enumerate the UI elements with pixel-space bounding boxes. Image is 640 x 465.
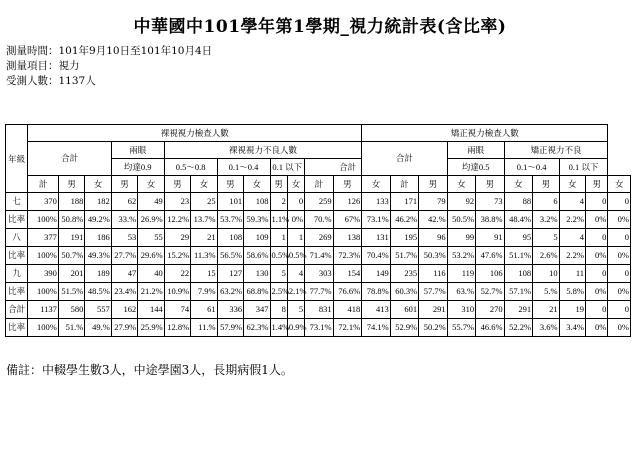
table-cell: 49.2% — [85, 211, 111, 229]
table-cell: 201 — [58, 265, 84, 283]
table-cell: 162 — [111, 301, 137, 319]
row-label: 九 — [6, 265, 28, 283]
table-cell: 50.5% — [447, 211, 475, 229]
table-cell: 0% — [287, 211, 304, 229]
table-cell: 0% — [586, 247, 608, 265]
table-cell: 100% — [28, 319, 59, 337]
table-cell: 48.4% — [504, 211, 532, 229]
corrected-vision-header: 矯正視力檢查人數 — [362, 125, 608, 142]
table-cell: 370 — [28, 193, 59, 211]
row-label: 比率 — [6, 319, 28, 337]
table-cell: 8 — [270, 301, 287, 319]
table-cell: 347 — [244, 301, 270, 319]
table-cell: 5.8% — [559, 283, 585, 301]
table-cell: 418 — [333, 301, 362, 319]
table-cell: 67% — [333, 211, 362, 229]
table-cell: 15.2% — [164, 247, 190, 265]
table-cell: 106 — [476, 265, 504, 283]
table-cell: 189 — [85, 265, 111, 283]
table-cell: 70.4% — [362, 247, 390, 265]
table-cell: 1 — [270, 229, 287, 247]
table-cell: 108 — [244, 193, 270, 211]
table-cell: 2.2% — [559, 247, 585, 265]
table-cell: 26.9% — [138, 211, 164, 229]
table-cell: 5 — [533, 229, 559, 247]
table-cell: 601 — [390, 301, 418, 319]
table-cell: 62 — [111, 193, 137, 211]
table-cell: 52.9% — [390, 319, 418, 337]
table-cell: 63.2% — [217, 283, 243, 301]
vision-stats-table — [5, 124, 631, 337]
table-cell: 57.1% — [504, 283, 532, 301]
count-label-cell: 女 — [559, 176, 585, 193]
table-cell: 96 — [419, 229, 447, 247]
table-cell: 53.2% — [447, 247, 475, 265]
corrected-ge05-header: 均達0.5 — [447, 159, 504, 176]
table-cell: 0 — [287, 193, 304, 211]
table-cell: 0 — [608, 229, 631, 247]
table-cell: 49.3% — [85, 247, 111, 265]
table-cell: 291 — [419, 301, 447, 319]
table-cell: 73.1% — [305, 319, 333, 337]
table-cell: 25 — [191, 193, 217, 211]
table-row — [6, 301, 631, 319]
count-label-cell: 女 — [362, 176, 390, 193]
table-cell: 3.6% — [533, 319, 559, 337]
table-cell: 33.% — [111, 211, 137, 229]
table-cell: 47 — [111, 265, 137, 283]
count-label-cell: 計 — [305, 176, 333, 193]
table-cell: 0 — [586, 193, 608, 211]
corrected-below01-header: 0.1 以下 — [559, 159, 608, 176]
table-cell: 92 — [447, 193, 475, 211]
table-cell: 73.1% — [362, 211, 390, 229]
table-cell: 60.3% — [390, 283, 418, 301]
table-cell: 56.5% — [217, 247, 243, 265]
table-cell: 47.6% — [476, 247, 504, 265]
table-cell: 12.2% — [164, 211, 190, 229]
count-label-cell: 女 — [504, 176, 532, 193]
table-cell: 0% — [608, 247, 631, 265]
table-cell: 2.6% — [533, 247, 559, 265]
table-cell: 21 — [533, 301, 559, 319]
table-cell: 71.4% — [305, 247, 333, 265]
table-cell: 186 — [85, 229, 111, 247]
table-cell: 61 — [191, 301, 217, 319]
table-cell: 10.9% — [164, 283, 190, 301]
count-label-cell: 計 — [28, 176, 59, 193]
table-cell: 62.3% — [244, 319, 270, 337]
table-cell: 6 — [533, 193, 559, 211]
table-cell: 130 — [244, 265, 270, 283]
naked-both-eyes-header: 兩眼 — [111, 142, 164, 159]
count-label-cell: 男 — [111, 176, 137, 193]
table-cell: 303 — [305, 265, 333, 283]
table-cell: 108 — [504, 265, 532, 283]
table-cell: 74.1% — [362, 319, 390, 337]
table-cell: 188 — [58, 193, 84, 211]
count-label-cell: 男 — [270, 176, 287, 193]
table-cell: 63.% — [447, 283, 475, 301]
table-cell: 46.6% — [476, 319, 504, 337]
table-cell: 259 — [305, 193, 333, 211]
table-cell: 70.% — [305, 211, 333, 229]
table-cell: 191 — [58, 229, 84, 247]
table-row — [6, 319, 631, 337]
table-cell: 235 — [390, 265, 418, 283]
table-row — [6, 283, 631, 301]
table-cell: 74 — [164, 301, 190, 319]
corrected-total-header: 合計 — [362, 142, 447, 176]
table-cell: 100% — [28, 211, 59, 229]
table-cell: 310 — [447, 301, 475, 319]
table-cell: 22 — [164, 265, 190, 283]
table-row — [6, 247, 631, 265]
table-cell: 3.4% — [559, 319, 585, 337]
table-cell: 0% — [586, 283, 608, 301]
table-cell: 50.8% — [58, 211, 84, 229]
table-cell: 51.1% — [504, 247, 532, 265]
table-cell: 29 — [164, 229, 190, 247]
table-cell: 49.% — [85, 319, 111, 337]
table-cell: 73 — [476, 193, 504, 211]
table-cell: 52.7% — [476, 283, 504, 301]
table-cell: 4 — [559, 193, 585, 211]
row-label: 七 — [6, 193, 28, 211]
table-cell: 52.2% — [504, 319, 532, 337]
table-cell: 40 — [138, 265, 164, 283]
table-cell: 0 — [608, 193, 631, 211]
count-label-cell: 男 — [333, 176, 362, 193]
table-cell: 131 — [362, 229, 390, 247]
table-cell: 76.6% — [333, 283, 362, 301]
table-cell: 1137 — [28, 301, 59, 319]
table-cell: 25.9% — [138, 319, 164, 337]
table-cell: 95 — [504, 229, 532, 247]
table-cell: 2 — [270, 193, 287, 211]
naked-01-04-header: 0.1～0.4 — [217, 159, 270, 176]
table-cell: 51.% — [58, 319, 84, 337]
table-cell: 100% — [28, 283, 59, 301]
table-cell: 0 — [608, 265, 631, 283]
count-label-cell: 男 — [58, 176, 84, 193]
table-cell: 29.6% — [138, 247, 164, 265]
table-cell: 11.% — [191, 319, 217, 337]
table-cell: 2.2% — [559, 211, 585, 229]
table-cell: 2.1% — [287, 283, 304, 301]
table-body — [6, 193, 631, 337]
table-cell: 55.7% — [447, 319, 475, 337]
naked-total-header: 合計 — [28, 142, 111, 176]
row-label: 合計 — [6, 301, 28, 319]
table-cell: 5.% — [533, 283, 559, 301]
table-cell: 0 — [586, 301, 608, 319]
table-cell: 270 — [476, 301, 504, 319]
table-cell: 53 — [111, 229, 137, 247]
table-cell: 51.7% — [390, 247, 418, 265]
count-label-cell: 女 — [191, 176, 217, 193]
count-label-cell: 女 — [85, 176, 111, 193]
table-cell: 291 — [504, 301, 532, 319]
table-cell: 171 — [390, 193, 418, 211]
table-cell: 11 — [559, 265, 585, 283]
table-cell: 5 — [287, 301, 304, 319]
table-cell: 50.7% — [58, 247, 84, 265]
count-label-cell: 女 — [608, 176, 631, 193]
table-cell: 13.7% — [191, 211, 217, 229]
table-row — [6, 193, 631, 211]
row-label: 八 — [6, 229, 28, 247]
table-cell: 0% — [608, 283, 631, 301]
table-cell: 3.2% — [533, 211, 559, 229]
count-label-row — [6, 176, 631, 193]
table-cell: 53.7% — [217, 211, 243, 229]
count-label-cell: 女 — [447, 176, 475, 193]
table-cell: 580 — [58, 301, 84, 319]
count-label-cell: 女 — [287, 176, 304, 193]
naked-05-08-header: 0.5～0.8 — [164, 159, 217, 176]
table-cell: 101 — [217, 193, 243, 211]
table-cell: 5 — [270, 265, 287, 283]
table-cell: 68.8% — [244, 283, 270, 301]
table-cell: 108 — [217, 229, 243, 247]
table-cell: 557 — [85, 301, 111, 319]
table-cell: 0% — [586, 211, 608, 229]
grade-corner-label — [6, 125, 28, 193]
table-cell: 1.4% — [270, 319, 287, 337]
corrected-01-04-header: 0.1～0.4 — [504, 159, 559, 176]
table-cell: 119 — [447, 265, 475, 283]
naked-below01-header: 0.1 以下 — [270, 159, 305, 176]
table-cell: 413 — [362, 301, 390, 319]
measure-item: 測量項目：視力 — [6, 60, 80, 72]
count-label-cell: 女 — [244, 176, 270, 193]
table-cell: 0.5% — [287, 247, 304, 265]
table-cell: 12.8% — [164, 319, 190, 337]
table-cell: 42.% — [419, 211, 447, 229]
table-cell: 21.2% — [138, 283, 164, 301]
table-cell: 15 — [191, 265, 217, 283]
table-cell: 91 — [476, 229, 504, 247]
table-cell: 0 — [608, 301, 631, 319]
table-cell: 10 — [533, 265, 559, 283]
table-cell: 116 — [419, 265, 447, 283]
count-label-cell: 男 — [586, 176, 608, 193]
count-label-cell: 男 — [164, 176, 190, 193]
row-label: 比率 — [6, 247, 28, 265]
table-cell: 49 — [138, 193, 164, 211]
table-cell: 0.5% — [270, 247, 287, 265]
table-cell: 336 — [217, 301, 243, 319]
table-cell: 38.8% — [476, 211, 504, 229]
naked-ge09-header: 均達0.9 — [111, 159, 164, 176]
table-cell: 77.7% — [305, 283, 333, 301]
table-cell: 0.9% — [287, 319, 304, 337]
naked-poor-total-header: 合計 — [305, 159, 391, 176]
table-cell: 133 — [362, 193, 390, 211]
table-cell: 1 — [287, 229, 304, 247]
table-cell: 19 — [559, 301, 585, 319]
table-cell: 72.1% — [333, 319, 362, 337]
table-row — [6, 229, 631, 247]
remarks-note: 備註：中輟學生數3人，中途學園3人，長期病假1人。 — [6, 363, 293, 377]
table-cell: 50.3% — [419, 247, 447, 265]
table-cell: 126 — [333, 193, 362, 211]
table-cell: 144 — [138, 301, 164, 319]
table-cell: 27.9% — [111, 319, 137, 337]
table-row — [6, 265, 631, 283]
table-cell: 11.3% — [191, 247, 217, 265]
table-cell: 59.3% — [244, 211, 270, 229]
table-cell: 51.5% — [58, 283, 84, 301]
table-cell: 182 — [85, 193, 111, 211]
table-cell: 0% — [608, 319, 631, 337]
table-cell: 21 — [191, 229, 217, 247]
table-cell: 127 — [217, 265, 243, 283]
table-cell: 50.2% — [419, 319, 447, 337]
table-cell: 390 — [28, 265, 59, 283]
table-cell: 0% — [586, 319, 608, 337]
table-cell: 1.1% — [270, 211, 287, 229]
table-cell: 100% — [28, 247, 59, 265]
naked-poor-header: 裸視視力不良人數 — [164, 142, 362, 159]
table-cell: 88 — [504, 193, 532, 211]
table-cell: 4 — [559, 229, 585, 247]
table-cell: 27.7% — [111, 247, 137, 265]
table-cell: 195 — [390, 229, 418, 247]
table-cell: 99 — [447, 229, 475, 247]
table-cell: 7.9% — [191, 283, 217, 301]
table-cell: 46.2% — [390, 211, 418, 229]
table-cell: 79 — [419, 193, 447, 211]
tested-count: 受測人數：1137人 — [6, 75, 96, 87]
table-cell: 78.8% — [362, 283, 390, 301]
table-cell: 831 — [305, 301, 333, 319]
table-cell: 4 — [287, 265, 304, 283]
table-cell: 57.9% — [217, 319, 243, 337]
table-cell: 269 — [305, 229, 333, 247]
table-cell: 48.5% — [85, 283, 111, 301]
count-label-cell: 男 — [533, 176, 559, 193]
table-cell: 57.7% — [419, 283, 447, 301]
table-cell: 149 — [362, 265, 390, 283]
table-cell: 0 — [586, 229, 608, 247]
table-cell: 72.3% — [333, 247, 362, 265]
table-cell: 138 — [333, 229, 362, 247]
corrected-both-eyes-header: 兩眼 — [447, 142, 504, 159]
corrected-poor-header: 矯正視力不良 — [504, 142, 608, 159]
row-label: 比率 — [6, 211, 28, 229]
grade-corner-text: 年級 — [8, 153, 26, 164]
table-cell: 58.6% — [244, 247, 270, 265]
naked-vision-header: 裸視視力檢查人數 — [28, 125, 362, 142]
table-cell: 377 — [28, 229, 59, 247]
table-cell: 109 — [244, 229, 270, 247]
row-label: 比率 — [6, 283, 28, 301]
document-title: 中華國中101學年第1學期_視力統計表(含比率) — [133, 17, 507, 37]
count-label-cell: 計 — [390, 176, 418, 193]
measure-time: 測量時間：101年9月10日至101年10月4日 — [6, 45, 213, 57]
count-label-cell: 男 — [419, 176, 447, 193]
table-cell: 55 — [138, 229, 164, 247]
table-cell: 0 — [586, 265, 608, 283]
table-cell: 23 — [164, 193, 190, 211]
count-label-cell: 男 — [217, 176, 243, 193]
count-label-cell: 女 — [138, 176, 164, 193]
table-cell: 0% — [608, 211, 631, 229]
table-cell: 154 — [333, 265, 362, 283]
table-row — [6, 211, 631, 229]
table-cell: 23.4% — [111, 283, 137, 301]
table-cell: 2.5% — [270, 283, 287, 301]
count-label-cell: 男 — [476, 176, 504, 193]
